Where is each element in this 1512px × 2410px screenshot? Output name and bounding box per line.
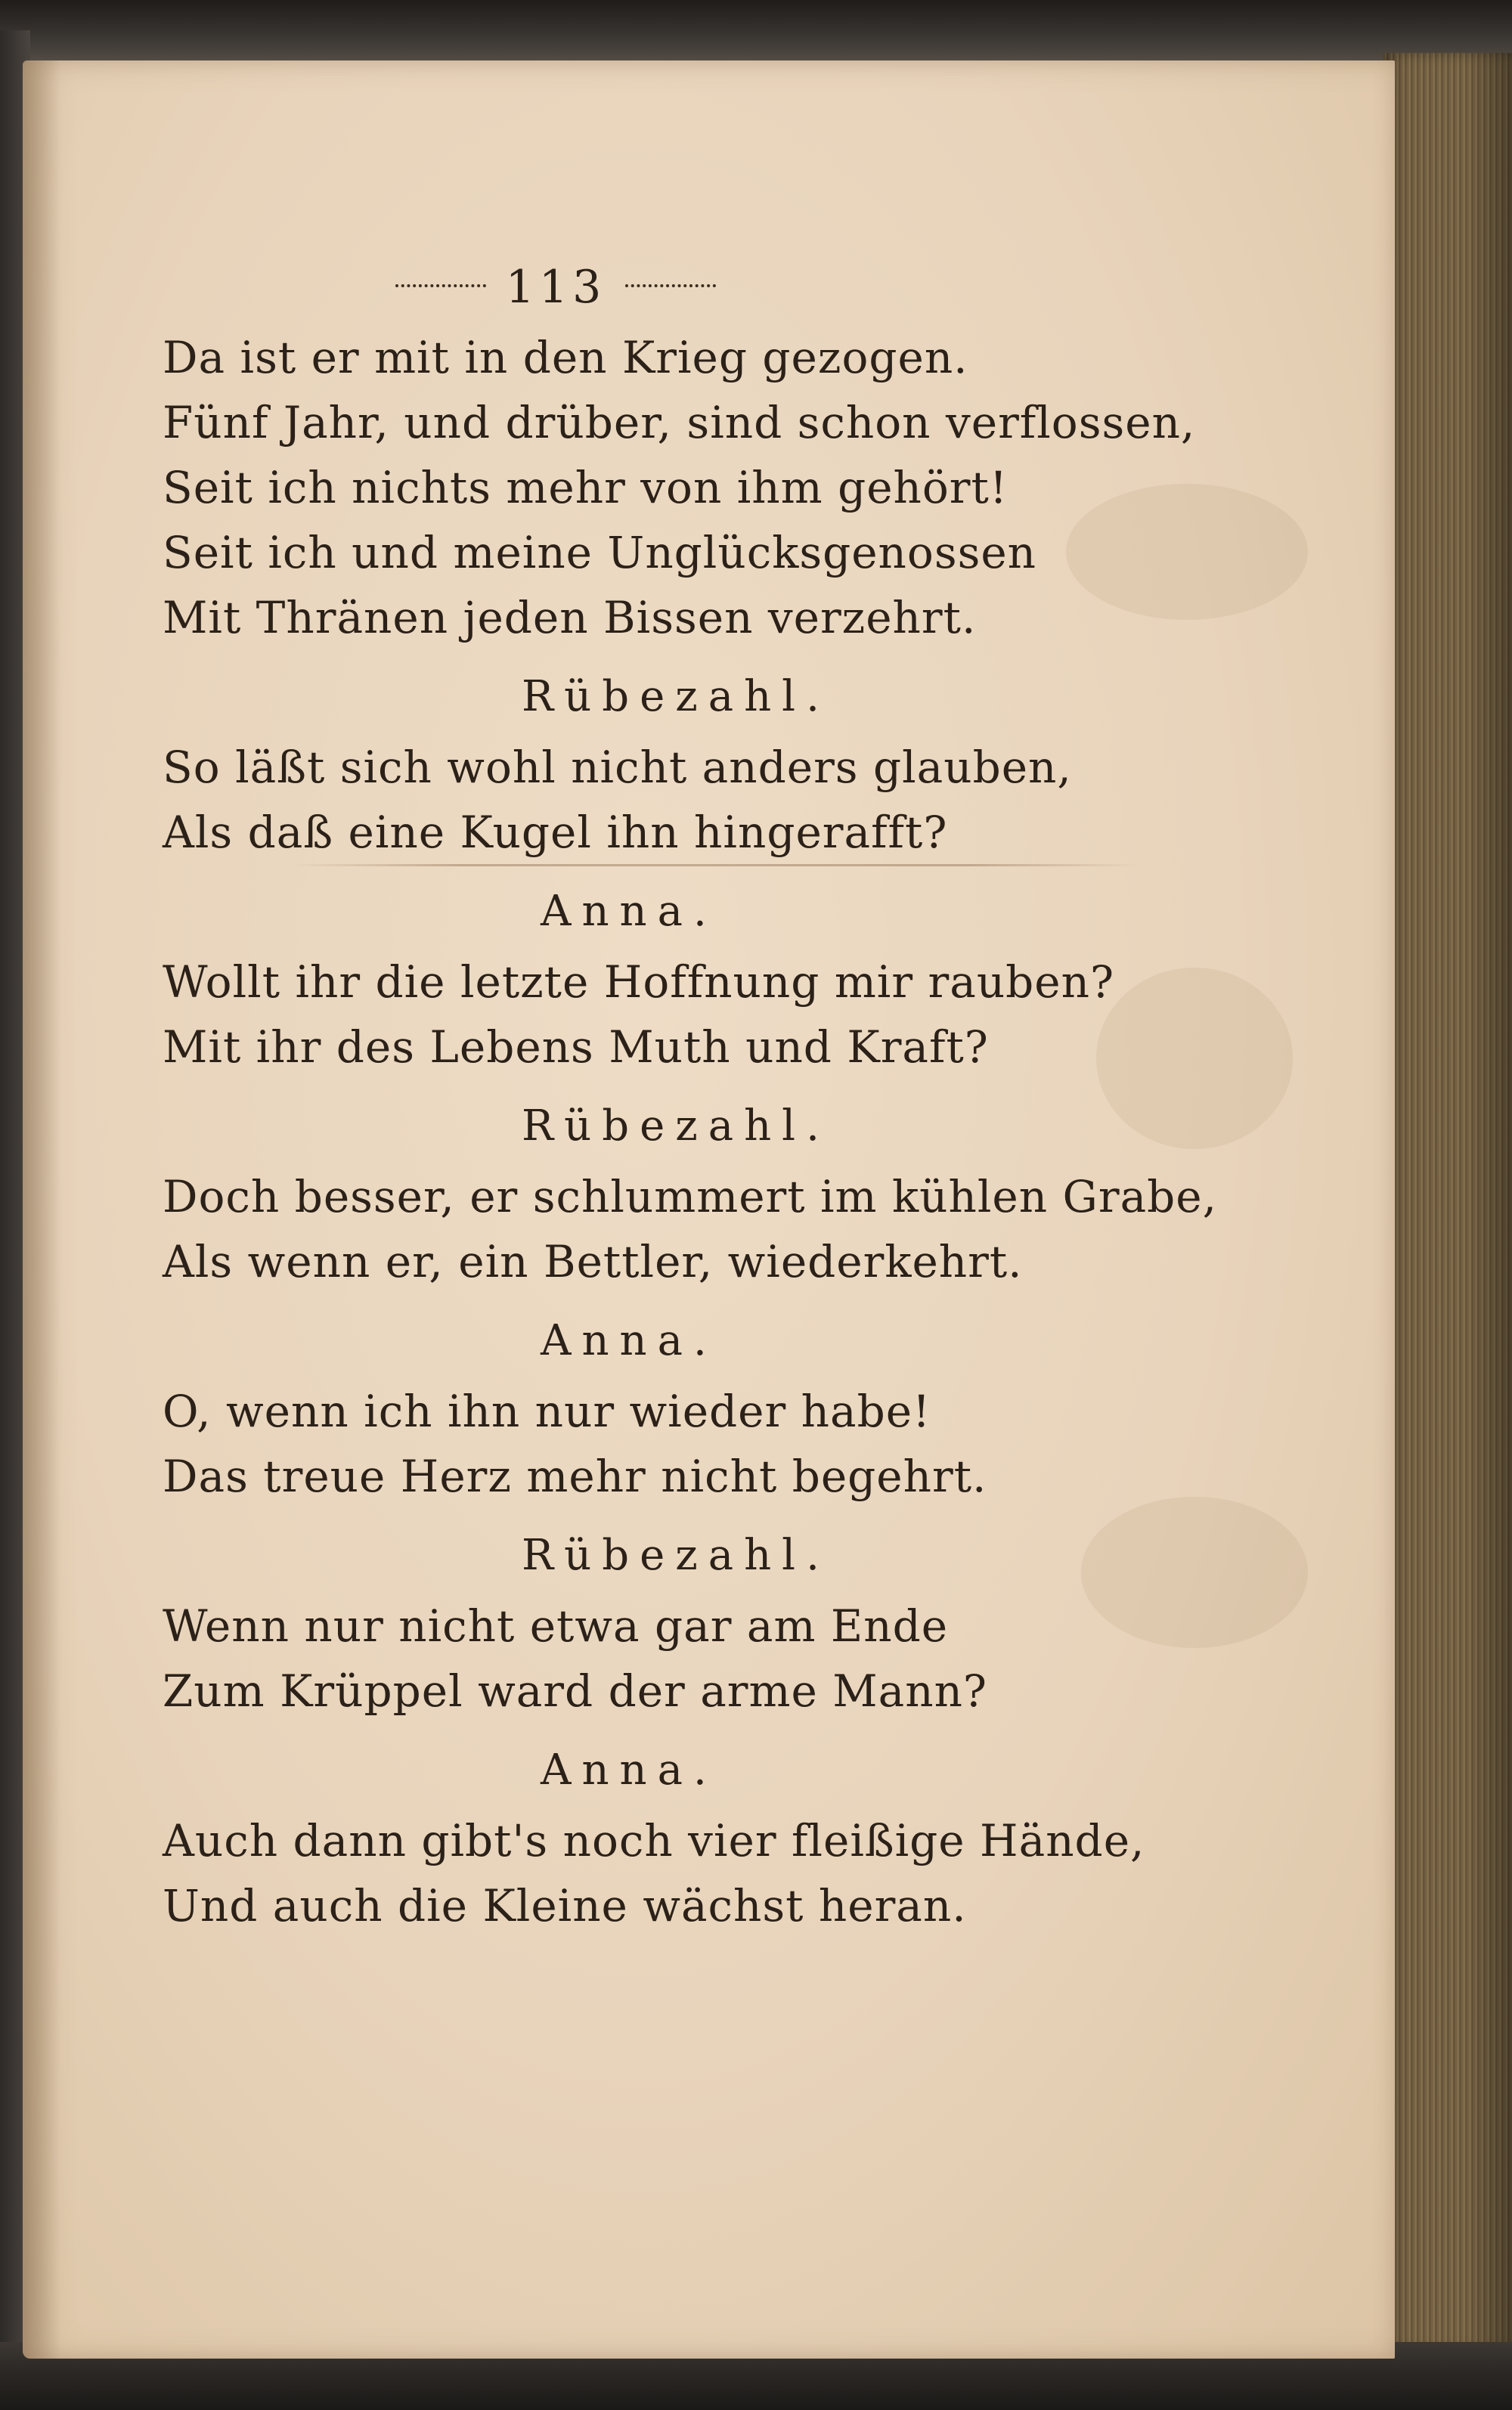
page-text — [163, 249, 1218, 1938]
speaker-name: Anna. — [541, 1746, 717, 1795]
verse-line: Als daß eine Kugel ihn hingerafft? — [163, 807, 948, 858]
verse-line: Da ist er mit in den Krieg gezogen. — [163, 332, 968, 383]
verse-line: Als wenn er, ein Bettler, wiederkehrt. — [163, 1236, 1023, 1287]
page-header — [321, 249, 790, 325]
gutter-shadow — [23, 60, 60, 2359]
page-edges — [1383, 53, 1512, 2351]
verse-line: Das treue Herz mehr nicht begehrt. — [163, 1451, 987, 1502]
speaker-name: Rübezahl. — [522, 672, 830, 721]
verse-line: Doch besser, er schlummert im kühlen Grabe, — [163, 1171, 1218, 1222]
speaker-name: Anna. — [541, 887, 717, 936]
speaker-name: Rübezahl. — [522, 1101, 830, 1151]
verse-line: Mit Thränen jeden Bissen verzehrt. — [163, 592, 977, 643]
speaker-name: Rübezahl. — [522, 1531, 830, 1580]
page-number: 113 — [505, 261, 606, 314]
header-ornament-right — [625, 284, 716, 296]
verse-line: Auch dann gibt's noch vier fleißige Hände, — [163, 1815, 1145, 1866]
verse-line: Mit ihr des Lebens Muth und Kraft? — [163, 1021, 989, 1073]
verse-line: Seit ich und meine Unglücksgenossen — [163, 527, 1037, 578]
verse-line: Und auch die Kleine wächst heran. — [163, 1880, 967, 1931]
verse-line: Zum Krüppel ward der arme Mann? — [163, 1665, 988, 1717]
verse-line: So läßt sich wohl nicht anders glauben, — [163, 742, 1072, 793]
verse-line: Fünf Jahr, und drüber, sind schon verflossen, — [163, 397, 1196, 448]
verse-line: Wenn nur nicht etwa gar am Ende — [163, 1600, 949, 1652]
verse-line: Wollt ihr die letzte Hoffnung mir rauben? — [163, 956, 1115, 1008]
speaker-name: Anna. — [541, 1316, 717, 1365]
verse-line: Seit ich nichts mehr von ihm gehört! — [163, 462, 1009, 513]
header-ornament-left — [395, 284, 486, 296]
verse-line: O, wenn ich ihn nur wieder habe! — [163, 1386, 931, 1437]
book-page — [23, 60, 1395, 2359]
book-cover-top — [0, 0, 1512, 68]
